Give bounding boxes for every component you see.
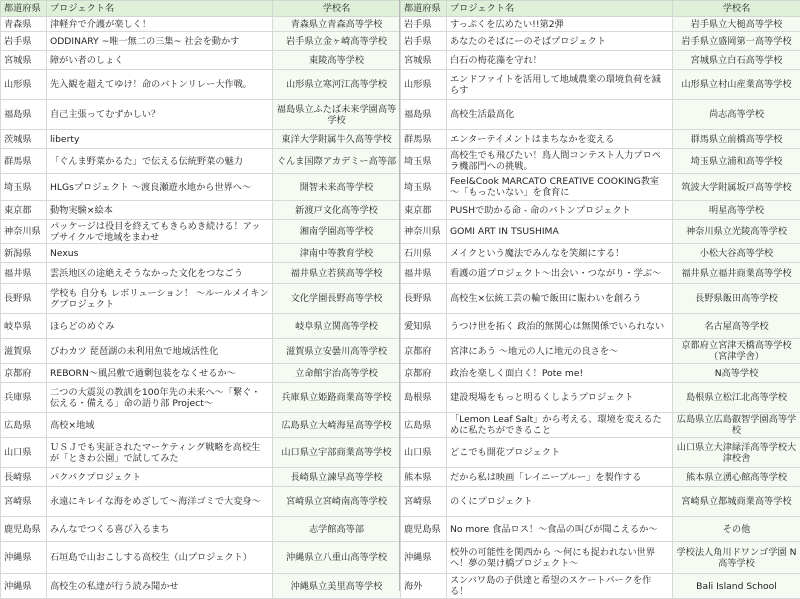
prefecture-cell: 岩手県 [401, 17, 447, 32]
prefecture-cell: 沖縄県 [1, 542, 47, 574]
prefecture-cell: 京都府 [1, 364, 47, 383]
school-name-cell: 長崎県立諫早高等学校 [273, 468, 401, 487]
school-name-cell: 山口県立宇部商業高等学校 [273, 438, 401, 468]
school-name-cell: 志学館高等部 [273, 517, 401, 542]
table-row [1, 100, 401, 130]
project-name-cell: 高校生の私達が行う読み聞かせ [47, 574, 273, 599]
table-row [1, 70, 401, 100]
project-name-cell: どこでも開花プロジェクト [447, 438, 673, 468]
table-row [401, 130, 800, 149]
project-name-cell: 高校生×伝統工芸の輪で飯田に賑わいを創ろう [447, 284, 673, 314]
project-name-cell: うつけ世を拓く 政治的無関心は無関係でいられない [447, 314, 673, 339]
table-row [1, 383, 401, 413]
table-row [401, 244, 800, 263]
prefecture-cell: 滋賀県 [1, 339, 47, 364]
table-row [1, 174, 401, 201]
project-name-cell: ＵＳＪでも実証されたマーケティング戦略を高校生が「ときわ公園」で試してみた [47, 438, 273, 468]
prefecture-cell: 広島県 [401, 413, 447, 438]
project-name-cell: HLGsプロジェクト ～渡良瀬遊水地から世界へ～ [47, 174, 273, 201]
prefecture-cell: 愛知県 [401, 314, 447, 339]
project-name-cell: 高校生でも飛びたい！鳥人間コンテスト人力プロペラ機部門への挑戦。 [447, 149, 673, 174]
prefecture-cell: 宮城県 [401, 51, 447, 70]
school-name-cell: 小松大谷高等学校 [673, 244, 800, 263]
project-name-cell: 先入観を超えてゆけ！命のバトンリレー大作戦。 [47, 70, 273, 100]
project-name-cell: 雲浜地区の途絶えそうなかった文化をつなごう [47, 263, 273, 284]
project-name-cell: スンバワ島の子供達と希望のスケートパークを作る！ [447, 574, 673, 599]
school-name-cell: 山形県立村山産業高等学校 [673, 70, 800, 100]
header-pref: 都道府県 [1, 1, 47, 17]
project-name-cell: 建設現場をもっと明るくしようプロジェクト [447, 383, 673, 413]
project-name-cell: 「Lemon Leaf Salt」から考える、環境を変えるために私たちができること [447, 413, 673, 438]
school-name-cell: 兵庫県立姫路商業高等学校 [273, 383, 401, 413]
project-name-cell: 動物実験×絵本 [47, 201, 273, 220]
table-row [401, 468, 800, 487]
project-name-cell: エンターテイメントはまちなかを変える [447, 130, 673, 149]
school-name-cell: 山形県立寒河江高等学校 [273, 70, 401, 100]
project-name-cell: 「ぐんま野菜かるた」で伝える伝統野菜の魅力 [47, 149, 273, 174]
prefecture-cell: 沖縄県 [1, 574, 47, 599]
prefecture-cell: 海外 [401, 574, 447, 599]
header-school: 学校名 [273, 1, 401, 17]
left-table-body [1, 17, 401, 599]
prefecture-cell: 沖縄県 [401, 542, 447, 574]
school-name-cell: 岩手県立大槌高等学校 [673, 17, 800, 32]
prefecture-cell: 鹿児島県 [401, 517, 447, 542]
school-name-cell: 岩手県立盛岡第一高等学校 [673, 32, 800, 51]
table-row [401, 542, 800, 574]
prefecture-cell: 青森県 [1, 17, 47, 32]
table-row [401, 17, 800, 32]
table-row [1, 339, 401, 364]
table-row [401, 314, 800, 339]
project-name-cell: みんなでつくる喜び入るまち [47, 517, 273, 542]
project-name-cell: 自己主張ってむずかしい？ [47, 100, 273, 130]
school-name-cell: 広島県立大崎海星高等学校 [273, 413, 401, 438]
prefecture-cell: 岩手県 [401, 32, 447, 51]
prefecture-cell: 岐阜県 [1, 314, 47, 339]
prefecture-cell: 群馬県 [401, 130, 447, 149]
school-name-cell: 島根県立松江北高等学校 [673, 383, 800, 413]
project-name-cell: のくにプロジェクト [447, 487, 673, 517]
school-name-cell: 滋賀県立安曇川高等学校 [273, 339, 401, 364]
project-name-cell: 障がい者のしょく [47, 51, 273, 70]
table-row [401, 51, 800, 70]
project-name-cell: PUSHで助かる命 - 命のバトンプロジェクト [447, 201, 673, 220]
table-row [401, 70, 800, 100]
table-row [401, 413, 800, 438]
school-name-cell: 明星高等学校 [673, 201, 800, 220]
table-row [1, 314, 401, 339]
table-row [1, 130, 401, 149]
table-row [401, 438, 800, 468]
school-name-cell: その他 [673, 517, 800, 542]
project-name-cell: 高校×地域 [47, 413, 273, 438]
header-project: プロジェクト名 [447, 1, 673, 17]
school-name-cell: 新渡戸文化高等学校 [273, 201, 401, 220]
prefecture-cell: 福島県 [1, 100, 47, 130]
table-row [1, 284, 401, 314]
prefecture-cell: 島根県 [401, 383, 447, 413]
prefecture-cell: 神奈川県 [1, 220, 47, 244]
table-row [1, 468, 401, 487]
prefecture-cell: 山口県 [401, 438, 447, 468]
table-row [401, 339, 800, 364]
project-name-cell: 校外の可能性を関西から ～何にも捉われない世界へ！夢の架け橋プロジェクト～ [447, 542, 673, 574]
table-row [1, 244, 401, 263]
school-name-cell: 青森県立青森高等学校 [273, 17, 401, 32]
school-name-cell: 熊本県立湧心館高等学校 [673, 468, 800, 487]
table-row [401, 201, 800, 220]
prefecture-cell: 山口県 [1, 438, 47, 468]
table-row [401, 263, 800, 284]
school-name-cell: 名古屋高等学校 [673, 314, 800, 339]
school-name-cell: ぐんま国際アカデミー高等部 [273, 149, 401, 174]
prefecture-cell: 東京都 [401, 201, 447, 220]
project-name-cell: 宮津にあう ～地元の人に地元の良さを～ [447, 339, 673, 364]
prefecture-cell: 新潟県 [1, 244, 47, 263]
prefecture-cell: 宮城県 [1, 51, 47, 70]
prefecture-cell: 兵庫県 [1, 383, 47, 413]
table-row [401, 32, 800, 51]
school-name-cell: 山口県立大津緑洋高等学校大津校舎 [673, 438, 800, 468]
school-name-cell: 学校法人角川ドワンゴ学園 N高等学校 [673, 542, 800, 574]
table-row [401, 517, 800, 542]
table-row [401, 174, 800, 201]
school-name-cell: 宮城県立白石高等学校 [673, 51, 800, 70]
project-name-cell: 看護の道プロジェクト～出会い・つながり・学ぶ～ [447, 263, 673, 284]
school-name-cell: 開智未来高等学校 [273, 174, 401, 201]
prefecture-cell: 埼玉県 [1, 174, 47, 201]
project-name-cell: だから私は映画「レイニーブルー」を製作する [447, 468, 673, 487]
prefecture-cell: 京都府 [401, 339, 447, 364]
table-row [1, 517, 401, 542]
project-name-cell: 学校も 自分も レボリューション！ ～ルールメイキングプロジェクト [47, 284, 273, 314]
school-name-cell: 埼玉県立浦和高等学校 [673, 149, 800, 174]
table-row [1, 574, 401, 599]
prefecture-cell: 長野県 [1, 284, 47, 314]
prefecture-cell: 神奈川県 [401, 220, 447, 244]
project-name-cell: REBORN～風呂敷で過剰包装をなくせるか～ [47, 364, 273, 383]
table-row [1, 438, 401, 468]
school-name-cell: 湘南学園高等学校 [273, 220, 401, 244]
table-row [1, 220, 401, 244]
table-row [1, 364, 401, 383]
prefecture-cell: 埼玉県 [401, 174, 447, 201]
table-row [1, 413, 401, 438]
school-name-cell: 群馬県立前橋高等学校 [673, 130, 800, 149]
school-name-cell: 長野県飯田高等学校 [673, 284, 800, 314]
table-row [401, 284, 800, 314]
prefecture-cell: 宮崎県 [1, 487, 47, 517]
school-name-cell: 津南中等教育学校 [273, 244, 401, 263]
table-row [401, 383, 800, 413]
project-name-cell: Feel&Cook MARCATO CREATIVE COOKING教室 ～「もったいない」を食育に [447, 174, 673, 201]
project-name-cell: 白石の梅花藻を守れ！ [447, 51, 673, 70]
school-name-cell: 尚志高等学校 [673, 100, 800, 130]
project-name-cell: 二つの大震災の教訓を100年先の未来へ～「繋ぐ・伝える・備える」命の語り部 Project～ [47, 383, 273, 413]
school-name-cell: 広島県立広島叡智学園高等学校 [673, 413, 800, 438]
project-name-cell: 石垣島で山おこしする高校生（山プロジェクト） [47, 542, 273, 574]
school-name-cell: 福井県立若狭高等学校 [273, 263, 401, 284]
project-name-cell: Nexus [47, 244, 273, 263]
right-table [400, 0, 800, 599]
school-name-cell: 筑波大学附属坂戸高等学校 [673, 174, 800, 201]
school-name-cell: 文化学園長野高等学校 [273, 284, 401, 314]
prefecture-cell: 鹿児島県 [1, 517, 47, 542]
table-row [1, 32, 401, 51]
table-row [401, 100, 800, 130]
header-row [1, 1, 401, 17]
prefecture-cell: 東京都 [1, 201, 47, 220]
table-row [1, 149, 401, 174]
project-name-cell: パクパクプロジェクト [47, 468, 273, 487]
project-name-cell: ODDINARY ~唯一無二の三集~ 社会を動かす [47, 32, 273, 51]
prefecture-cell: 京都府 [401, 364, 447, 383]
prefecture-cell: 山形県 [1, 70, 47, 100]
project-name-cell: liberty [47, 130, 273, 149]
prefecture-cell: 長野県 [401, 284, 447, 314]
school-name-cell: 宮崎県立都城商業高等学校 [673, 487, 800, 517]
prefecture-cell: 石川県 [401, 244, 447, 263]
project-name-cell: メイクという魔法でみんなを笑顔にする！ [447, 244, 673, 263]
prefecture-cell: 長崎県 [1, 468, 47, 487]
school-name-cell: 京都府立宮津天橋高等学校（宮津学舎） [673, 339, 800, 364]
table-row [1, 263, 401, 284]
project-name-cell: 津軽弁で介護が楽しく！ [47, 17, 273, 32]
right-table-body [401, 17, 800, 599]
project-name-cell: びわカツ 琵琶湖の未利用魚で地域活性化 [47, 339, 273, 364]
header-row [401, 1, 800, 17]
school-name-cell: 立命館宇治高等学校 [273, 364, 401, 383]
prefecture-cell: 福井県 [1, 263, 47, 284]
project-name-cell: No more 食品ロス！～食品の叫びが聞こえるか～ [447, 517, 673, 542]
project-name-cell: パッケージは役目を終えてもきらめき続ける！アップサイクルで地域をまわせ [47, 220, 273, 244]
project-name-cell: 永遠にキレイな海をめざして～海洋ゴミで大変身～ [47, 487, 273, 517]
header-school: 学校名 [673, 1, 800, 17]
school-name-cell: 東陵高等学校 [273, 51, 401, 70]
school-name-cell: 福島県立ふたば未来学園高等学校 [273, 100, 401, 130]
prefecture-cell: 福島県 [401, 100, 447, 130]
project-name-cell: すっぷくを広めたい!!第2弾 [447, 17, 673, 32]
header-pref: 都道府県 [401, 1, 447, 17]
school-name-cell: 宮崎県立宮崎南高等学校 [273, 487, 401, 517]
table-row [1, 51, 401, 70]
school-name-cell: 沖縄県立八重山高等学校 [273, 542, 401, 574]
table-row [401, 364, 800, 383]
table-row [1, 201, 401, 220]
project-name-cell: エンドファイトを活用して地域農業の環境負荷を減らす [447, 70, 673, 100]
table-row [401, 487, 800, 517]
table-row [1, 17, 401, 32]
prefecture-cell: 茨城県 [1, 130, 47, 149]
project-name-cell: GOMI ART IN TSUSHIMA [447, 220, 673, 244]
school-name-cell: 岩手県立金ヶ崎高等学校 [273, 32, 401, 51]
prefecture-cell: 広島県 [1, 413, 47, 438]
project-name-cell: ほらどのめぐみ [47, 314, 273, 339]
table-row [401, 574, 800, 599]
project-name-cell: あなたのそばにーのそばプロジェクト [447, 32, 673, 51]
prefecture-cell: 宮崎県 [401, 487, 447, 517]
school-name-cell: 東洋大学附属牛久高等学校 [273, 130, 401, 149]
project-name-cell: 高校生活最高化 [447, 100, 673, 130]
school-name-cell: 岐阜県立関高等学校 [273, 314, 401, 339]
school-name-cell: N高等学校 [673, 364, 800, 383]
prefecture-cell: 埼玉県 [401, 149, 447, 174]
table-row [1, 487, 401, 517]
school-name-cell: 神奈川県立光陵高等学校 [673, 220, 800, 244]
school-name-cell: Bali Island School [673, 574, 800, 599]
prefecture-cell: 福井県 [401, 263, 447, 284]
table-row [401, 220, 800, 244]
header-project: プロジェクト名 [47, 1, 273, 17]
project-name-cell: 政治を楽しく面白く！Pote me! [447, 364, 673, 383]
prefecture-cell: 岩手県 [1, 32, 47, 51]
prefecture-cell: 熊本県 [401, 468, 447, 487]
table-row [401, 149, 800, 174]
table-row [1, 542, 401, 574]
prefecture-cell: 山形県 [401, 70, 447, 100]
school-name-cell: 沖縄県立美里高等学校 [273, 574, 401, 599]
school-name-cell: 福井県立福井商業高等学校 [673, 263, 800, 284]
prefecture-cell: 群馬県 [1, 149, 47, 174]
